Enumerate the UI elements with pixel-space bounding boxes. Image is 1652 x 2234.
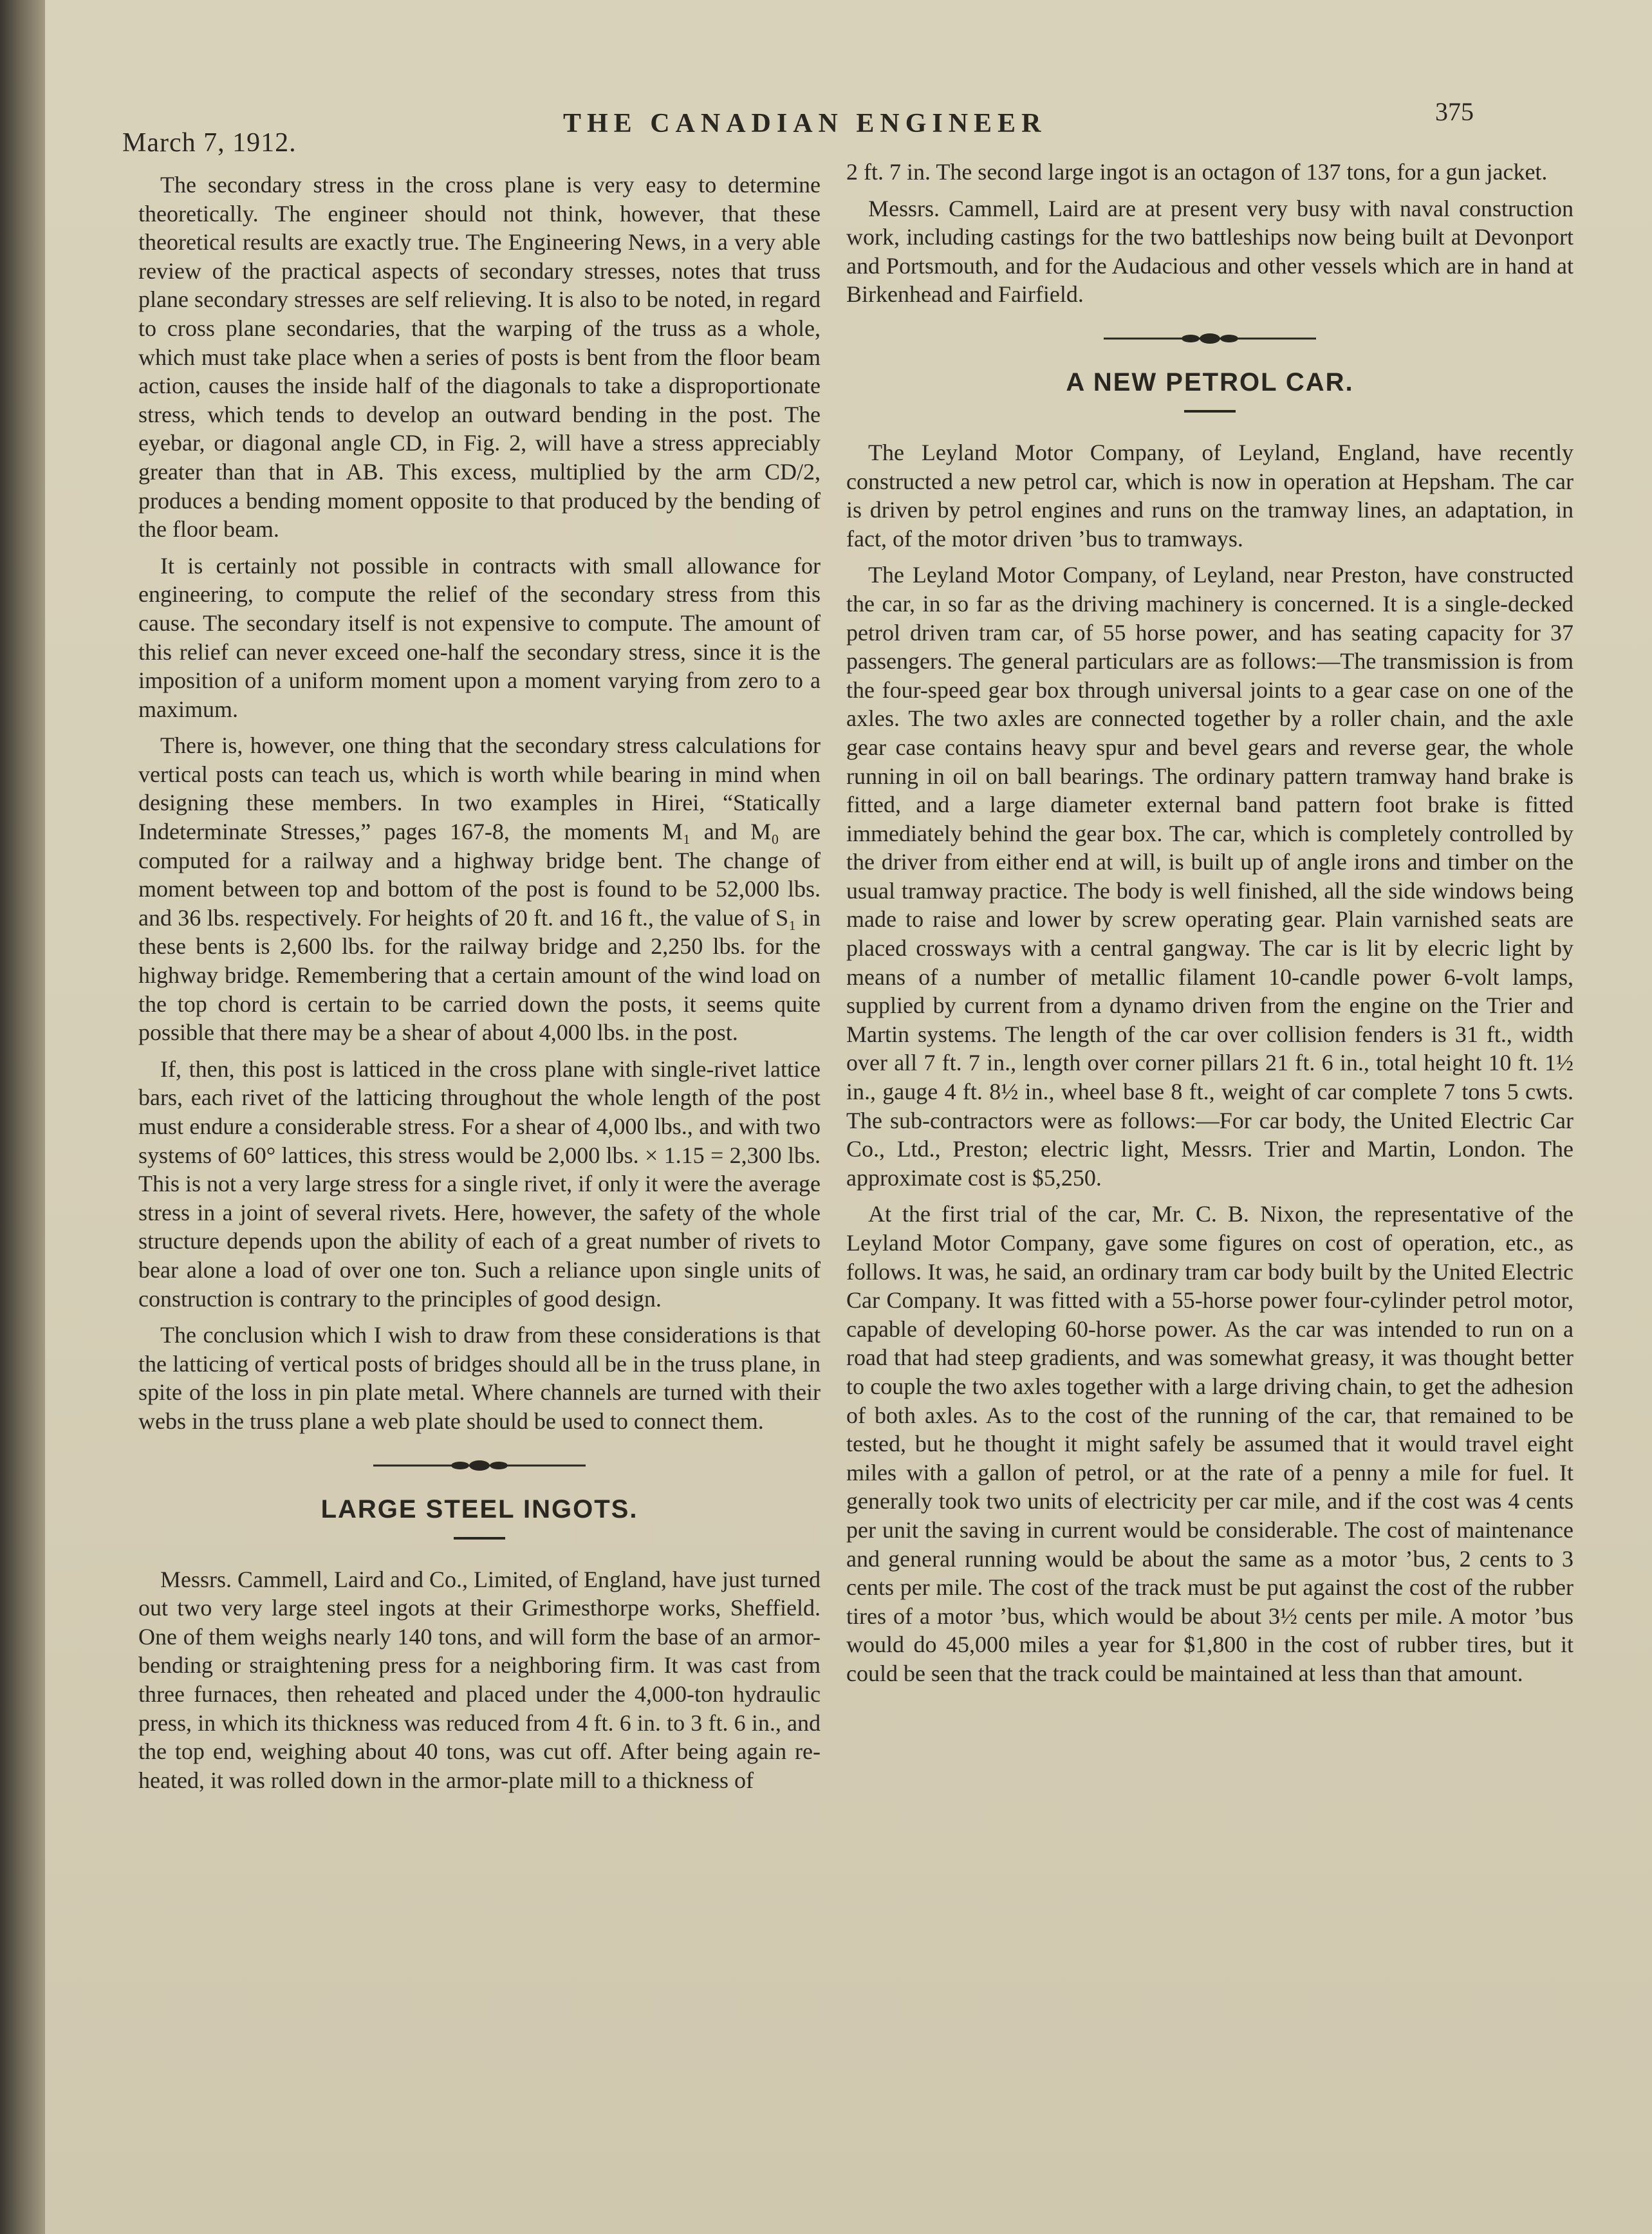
- paragraph: The Leyland Motor Company, of Leyland, England, have recently constructed a new petrol car, which is now in operation at Hepsham. The car is driven by petrol engines and runs on the tramway lines, an adaptation, in fact, of the motor driven ’bus to tramways.: [846, 439, 1573, 552]
- paragraph: The conclusion which I wish to draw from these considerations is that the latticing of vertical posts of bridges should all be in the truss plane, in spite of the loss in pin plate metal. Where channels are turned with their webs in the truss plane a web plate should be used to connect them.: [138, 1322, 821, 1434]
- journal-title: THE CANADIAN ENGINEER: [563, 109, 1047, 138]
- paragraph: There is, however, one thing that the secondary stress calculations for vertical posts can teach us, which is worth while bearing in mind when designing these members. In two examples in Hirei, “Statically Indeterminate Stresses,” pages 167-8, the moments M₁ and M₀ are computed for a railway and a highway bridge bent. The change of moment between top and bottom of the post is found to be 52,000 lbs. and 36 lbs. respectively. For heights of 20 ft. and 16 ft., the value of S₁ in these bents is 2,600 lbs. for the railway bridge and 2,250 lbs. for the highway bridge. Remembering that a certain amount of the wind load on the top chord is certain to be carried down the posts, it seems quite possible that there may be a shear of about 4,000 lbs. in the post.: [138, 732, 821, 1046]
- paragraph: At the first trial of the car, Mr. C. B. Nixon, the representative of the Leyland Motor Company, gave some figures on cost of operation, etc., as follows. It was, he said, an ordinary tram car body built by the United Electric Car Company. It was fitted with a 55-horse power four-cylinder petrol motor, capable of developing 60-horse power. As the car was intended to run on a road that had steep gradients, and was somewhat greasy, it was thought better to couple the two axles together with a large driving chain, to get the adhesion of both axles. As to the cost of the running of the car, that remained to be tested, but he thought it might safely be assumed that it would travel eight miles with a gallon of petrol, or at the rate of a penny a mile for fuel. It generally took two units of electricity per car mile, and if the cost was 4 cents per unit the saving in current would be considerable. The cost of maintenance and general running would be about the same as a motor ’bus, 2 cents to 3 cents per mile. The cost of the track must be put against the cost of the rubber tires of a motor ’bus, which would be about 3½ cents per mile. A motor ’bus would do 45,000 miles a year for $1,800 in the cost of rubber tires, but it could be seen that the track could be maintained at less than that amount.: [846, 1201, 1573, 1686]
- left-column: [138, 171, 821, 1802]
- paragraph: Messrs. Cammell, Laird are at present very busy with naval construction work, including castings for the two battleships now being built at Devonport and Portsmouth, and for the Audacious and other vessels which are in hand at Birkenhead and Fairfield.: [846, 195, 1573, 308]
- paragraph: 2 ft. 7 in. The second large ingot is an octagon of 137 tons, for a gun jacket.: [846, 159, 1548, 185]
- title-rule: [1184, 410, 1236, 413]
- page-header: [45, 90, 1652, 161]
- paragraph: If, then, this post is latticed in the cross plane with single-rivet lattice bars, each rivet of the latticing throughout the whole length of the post must endure a considerable stress. For a shear of 4,000 lbs., and with two systems of 60° lattices, this stress would be 2,000 lbs. × 1.15 = 2,300 lbs. This is not a very large stress for a single rivet, if only it were the average stress in a joint of several rivets. Here, however, the safety of the whole structure depends upon the ability of each of a great number of rivets to bear alone a load of over one ton. Such a reliance upon single units of construction is contrary to the principles of good design.: [138, 1056, 821, 1312]
- title-rule: [454, 1537, 505, 1540]
- page-number: 375: [1435, 97, 1474, 126]
- paragraph: Messrs. Cammell, Laird and Co., Limited, of England, have just turned out two very large steel ingots at their Grimesthorpe works, Sheffield. One of them weighs nearly 140 tons, and will form the base of an armor-bending or straightening press for a neighboring firm. It was cast from three furnaces, then reheated and placed under the 4,000-ton hydraulic press, in which its thickness was reduced from 4 ft. 6 in. to 3 ft. 6 in., and the top end, weighing about 40 tons, was cut off. After being again re-heated, it was rolled down in the armor-plate mill to a thickness of: [138, 1566, 821, 1793]
- issue-date: March 7, 1912.: [122, 128, 297, 158]
- article-title: LARGE STEEL INGOTS.: [320, 1494, 638, 1523]
- paragraph: It is certainly not possible in contracts with small allowance for engineering, to compute the relief of the secondary stress from this cause. The secondary itself is not expensive to compute. The amount of this relief can never exceed one-half the secondary stress, since it is the imposition of a uniform moment upon a moment varying from zero to a maximum.: [138, 552, 821, 722]
- paragraph: The secondary stress in the cross plane is very easy to determine theoretically. The engineer should not think, however, that these theoretical results are exactly true. The Engineering News, in a very able review of the practical aspects of secondary stresses, notes that truss plane secondary stresses are self relieving. It is also to be noted, in regard to cross plane secondaries, that the warping of the truss as a whole, which must take place when a series of posts is bent from the floor beam action, causes the inside half of the diagonals to take a disproportionate stress, which tends to develop an outward bending in the post. The eyebar, or diagonal angle CD, in Fig. 2, will have a stress appreciably greater than that in AB. This excess, multiplied by the arm CD/2, produces a bending moment opposite to that produced by the bending of the floor beam.: [138, 172, 821, 543]
- page: [45, 0, 1652, 2234]
- book-binding-gutter: [0, 0, 45, 2234]
- paragraph: The Leyland Motor Company, of Leyland, near Preston, have constructed the car, in so far as the driving machinery is concerned. It is a single-decked petrol driven tram car, of 55 horse power, and has seating capacity for 37 passengers. The general particulars are as follows:—The transmission is from the four-speed gear box through universal joints to a gear case on one of the axles. The two axles are connected together by a roller chain, and the axle gear case contains heavy spur and bevel gears and reverse gear, the whole running in oil on ball bearings. The ordinary pattern tramway hand brake is fitted, and a large diameter external band pattern foot brake is fitted immediately behind the gear box. The car, which is completely controlled by the driver from either end at will, is built up of angle irons and timber on the usual tramway practice. The body is well finished, all the side windows being made to raise and lower by screw operating gear. Plain varnished seats are placed crossways with a central gangway. The car is lit by elecric light by means of a number of metallic filament 10-candle power 6-volt lamps, supplied by current from a dynamo driven from the engine on the Trier and Martin systems. The length of the car over collision fenders is 31 ft., width over all 7 ft. 7 in., length over corner pillars 21 ft. 6 in., total height 10 ft. 1½ in., gauge 4 ft. 8½ in., wheel base 8 ft., weight of car complete 7 tons 5 cwts. The sub-contractors were as follows:—For car body, the United Electric Car Co., Ltd., Preston; electric light, Messrs. Trier and Martin, London. The approximate cost is $5,250.: [846, 562, 1573, 1191]
- right-column: [846, 158, 1573, 1696]
- article-title: A NEW PETROL CAR.: [1066, 368, 1354, 396]
- ornamental-divider: [846, 331, 1573, 350]
- ornamental-divider: [138, 1458, 821, 1477]
